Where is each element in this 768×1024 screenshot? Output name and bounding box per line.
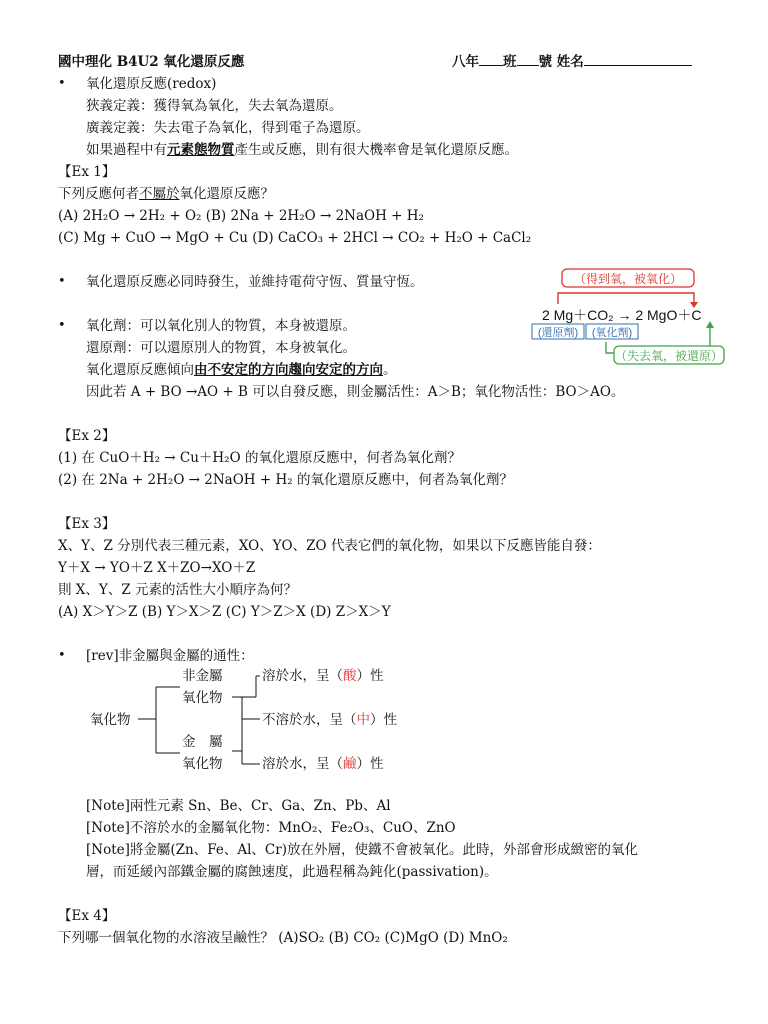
bullet: • xyxy=(58,648,66,663)
redox-diagram xyxy=(528,266,728,370)
rev-title: [rev]非金屬與金屬的通性： xyxy=(86,648,254,664)
ex3-options: (A) X＞Y＞Z (B) Y＞X＞Z (C) Y＞Z＞X (D) Z＞X＞Y xyxy=(58,604,391,620)
acid-post: ）性 xyxy=(356,668,384,684)
broad-definition: 廣義定義：失去電子為氧化，得到電子為還原。 xyxy=(86,120,370,136)
neutral-answer: 中 xyxy=(356,712,370,728)
page-title: 國中理化 B4U2 氧化還原反應 xyxy=(58,54,245,70)
number-blank xyxy=(517,65,539,66)
tendency-post: 。 xyxy=(383,362,397,378)
ex2-tag: 【Ex 2】 xyxy=(58,428,116,444)
grade-label: 八年 xyxy=(452,54,479,70)
base-answer: 鹼 xyxy=(343,756,357,772)
ex1-question xyxy=(58,184,274,204)
ex4-tag: 【Ex 4】 xyxy=(58,908,116,924)
element-hint-emphasis: 元素態物質 xyxy=(167,142,235,158)
diagram-equation: 2 Mg＋CO₂ → 2 MgO＋C xyxy=(542,307,702,323)
ex3-tag: 【Ex 3】 xyxy=(58,516,116,532)
ex3-reactions: Y＋X → YO＋Z X＋ZO→XO＋Z xyxy=(58,560,256,576)
conservation-note: 氧化還原反應必同時發生，並維持電荷守恆、質量守恆。 xyxy=(86,274,424,290)
ex2-q2: (2) 在 2Na + 2H₂O → 2NaOH + H₂ 的氧化還原反應中，何者為氧化劑？ xyxy=(58,472,513,488)
ex1-tag: 【Ex 1】 xyxy=(58,164,116,180)
note-passivation-1: [Note]將金屬(Zn、Fe、Al、Cr)放在外層，使鐵不會被氧化。此時，外部會形成緻密的氧化 xyxy=(86,842,638,858)
name-blank xyxy=(584,65,692,66)
element-hint-post: 產生或反應，則有很大機率會是氧化還原反應。 xyxy=(234,142,518,158)
base-pre: 溶於水，呈（ xyxy=(262,756,343,772)
oxidized-arrow xyxy=(558,293,694,304)
acid-pre: 溶於水，呈（ xyxy=(262,668,343,684)
tendency-note xyxy=(86,360,397,380)
note-passivation-2: 層，而延緩內部鐵金屬的腐蝕速度，此過程稱為鈍化(passivation)。 xyxy=(86,864,498,880)
reductant-definition: 還原劑：可以還原別人的物質，本身被氧化。 xyxy=(86,340,356,356)
tree-base-line xyxy=(262,754,384,774)
base-post: ）性 xyxy=(356,756,384,772)
ex3-question: 則 X、Y、Z 元素的活性大小順序為何？ xyxy=(58,582,297,598)
oxidant-definition: 氧化劑：可以氧化別人的物質，本身被還原。 xyxy=(86,318,356,334)
class-label: 班 xyxy=(503,54,517,70)
ex2-q1: (1) 在 CuO＋H₂ → Cu＋H₂O 的氧化還原反應中，何者為氧化劑？ xyxy=(58,450,461,466)
note-insoluble-oxides: [Note]不溶於水的金屬氧化物：MnO₂、Fe₂O₃、CuO、ZnO xyxy=(86,820,456,836)
ex1-options-cd: (C) Mg + CuO → MgO + Cu (D) CaCO₃ + 2HCl → CO₂ + H₂O + CaCl₂ xyxy=(58,230,532,246)
student-info xyxy=(452,52,692,72)
name-label: 姓名 xyxy=(556,54,584,70)
neutral-post: ）性 xyxy=(370,712,397,728)
element-hint-pre: 如果過程中有 xyxy=(86,142,167,158)
tree-neutral-line xyxy=(262,710,397,730)
tendency-pre: 氧化還原反應傾向 xyxy=(86,362,194,378)
ex1-options-ab: (A) 2H₂O → 2H₂ + O₂ (B) 2Na + 2H₂O → 2NaOH + H₂ xyxy=(58,208,424,224)
ex1-q-post: 氧化還原反應？ xyxy=(179,186,274,202)
element-hint xyxy=(86,140,518,160)
oxidizer-label: (氧化劑) xyxy=(591,327,633,339)
bullet: • xyxy=(58,76,66,91)
class-blank xyxy=(479,65,503,66)
ex1-q-emphasis: 不屬於 xyxy=(139,186,180,202)
neutral-pre: 不溶於水，呈（ xyxy=(262,712,357,728)
oxidized-label: （得到氧，被氧化） xyxy=(573,272,683,286)
tree-root-oxide: 氧化物 xyxy=(90,712,131,728)
tree-metal-oxide: 氧化物 xyxy=(182,756,223,772)
tree-metal: 金 屬 xyxy=(182,734,223,750)
ex3-intro: X、Y、Z 分別代表三種元素，XO、YO、ZO 代表它們的氧化物，如果以下反應皆能自發： xyxy=(58,538,601,554)
narrow-definition: 狹義定義：獲得氧為氧化，失去氧為還原。 xyxy=(86,98,343,114)
reduced-label: （失去氧，被還原） xyxy=(614,349,724,363)
tree-nonmetal: 非金屬 xyxy=(182,668,223,684)
tree-acid-line xyxy=(262,666,384,686)
number-label: 號 xyxy=(538,54,552,70)
tree-nonmetal-oxide: 氧化物 xyxy=(182,690,223,706)
acid-answer: 酸 xyxy=(343,668,357,684)
note-amphoteric: [Note]兩性元素 Sn、Be、Cr、Ga、Zn、Pb、Al xyxy=(86,798,391,814)
reducer-label: (還原劑) xyxy=(537,327,579,339)
ex4-question: 下列哪一個氧化物的水溶液呈鹼性？ (A)SO₂ (B) CO₂ (C)MgO (D) MnO₂ xyxy=(58,930,508,946)
activity-conclusion: 因此若 A + BO →AO + B 可以自發反應，則金屬活性：A＞B；氧化物活性：BO＞AO。 xyxy=(86,384,625,400)
reduced-arrowhead xyxy=(706,321,714,328)
redox-title: 氧化還原反應(redox) xyxy=(86,76,217,92)
bullet: • xyxy=(58,274,66,289)
tendency-emphasis: 由不安定的方向趨向安定的方向 xyxy=(194,362,383,378)
bullet: • xyxy=(58,318,66,333)
ex1-q-pre: 下列反應何者 xyxy=(58,186,139,202)
